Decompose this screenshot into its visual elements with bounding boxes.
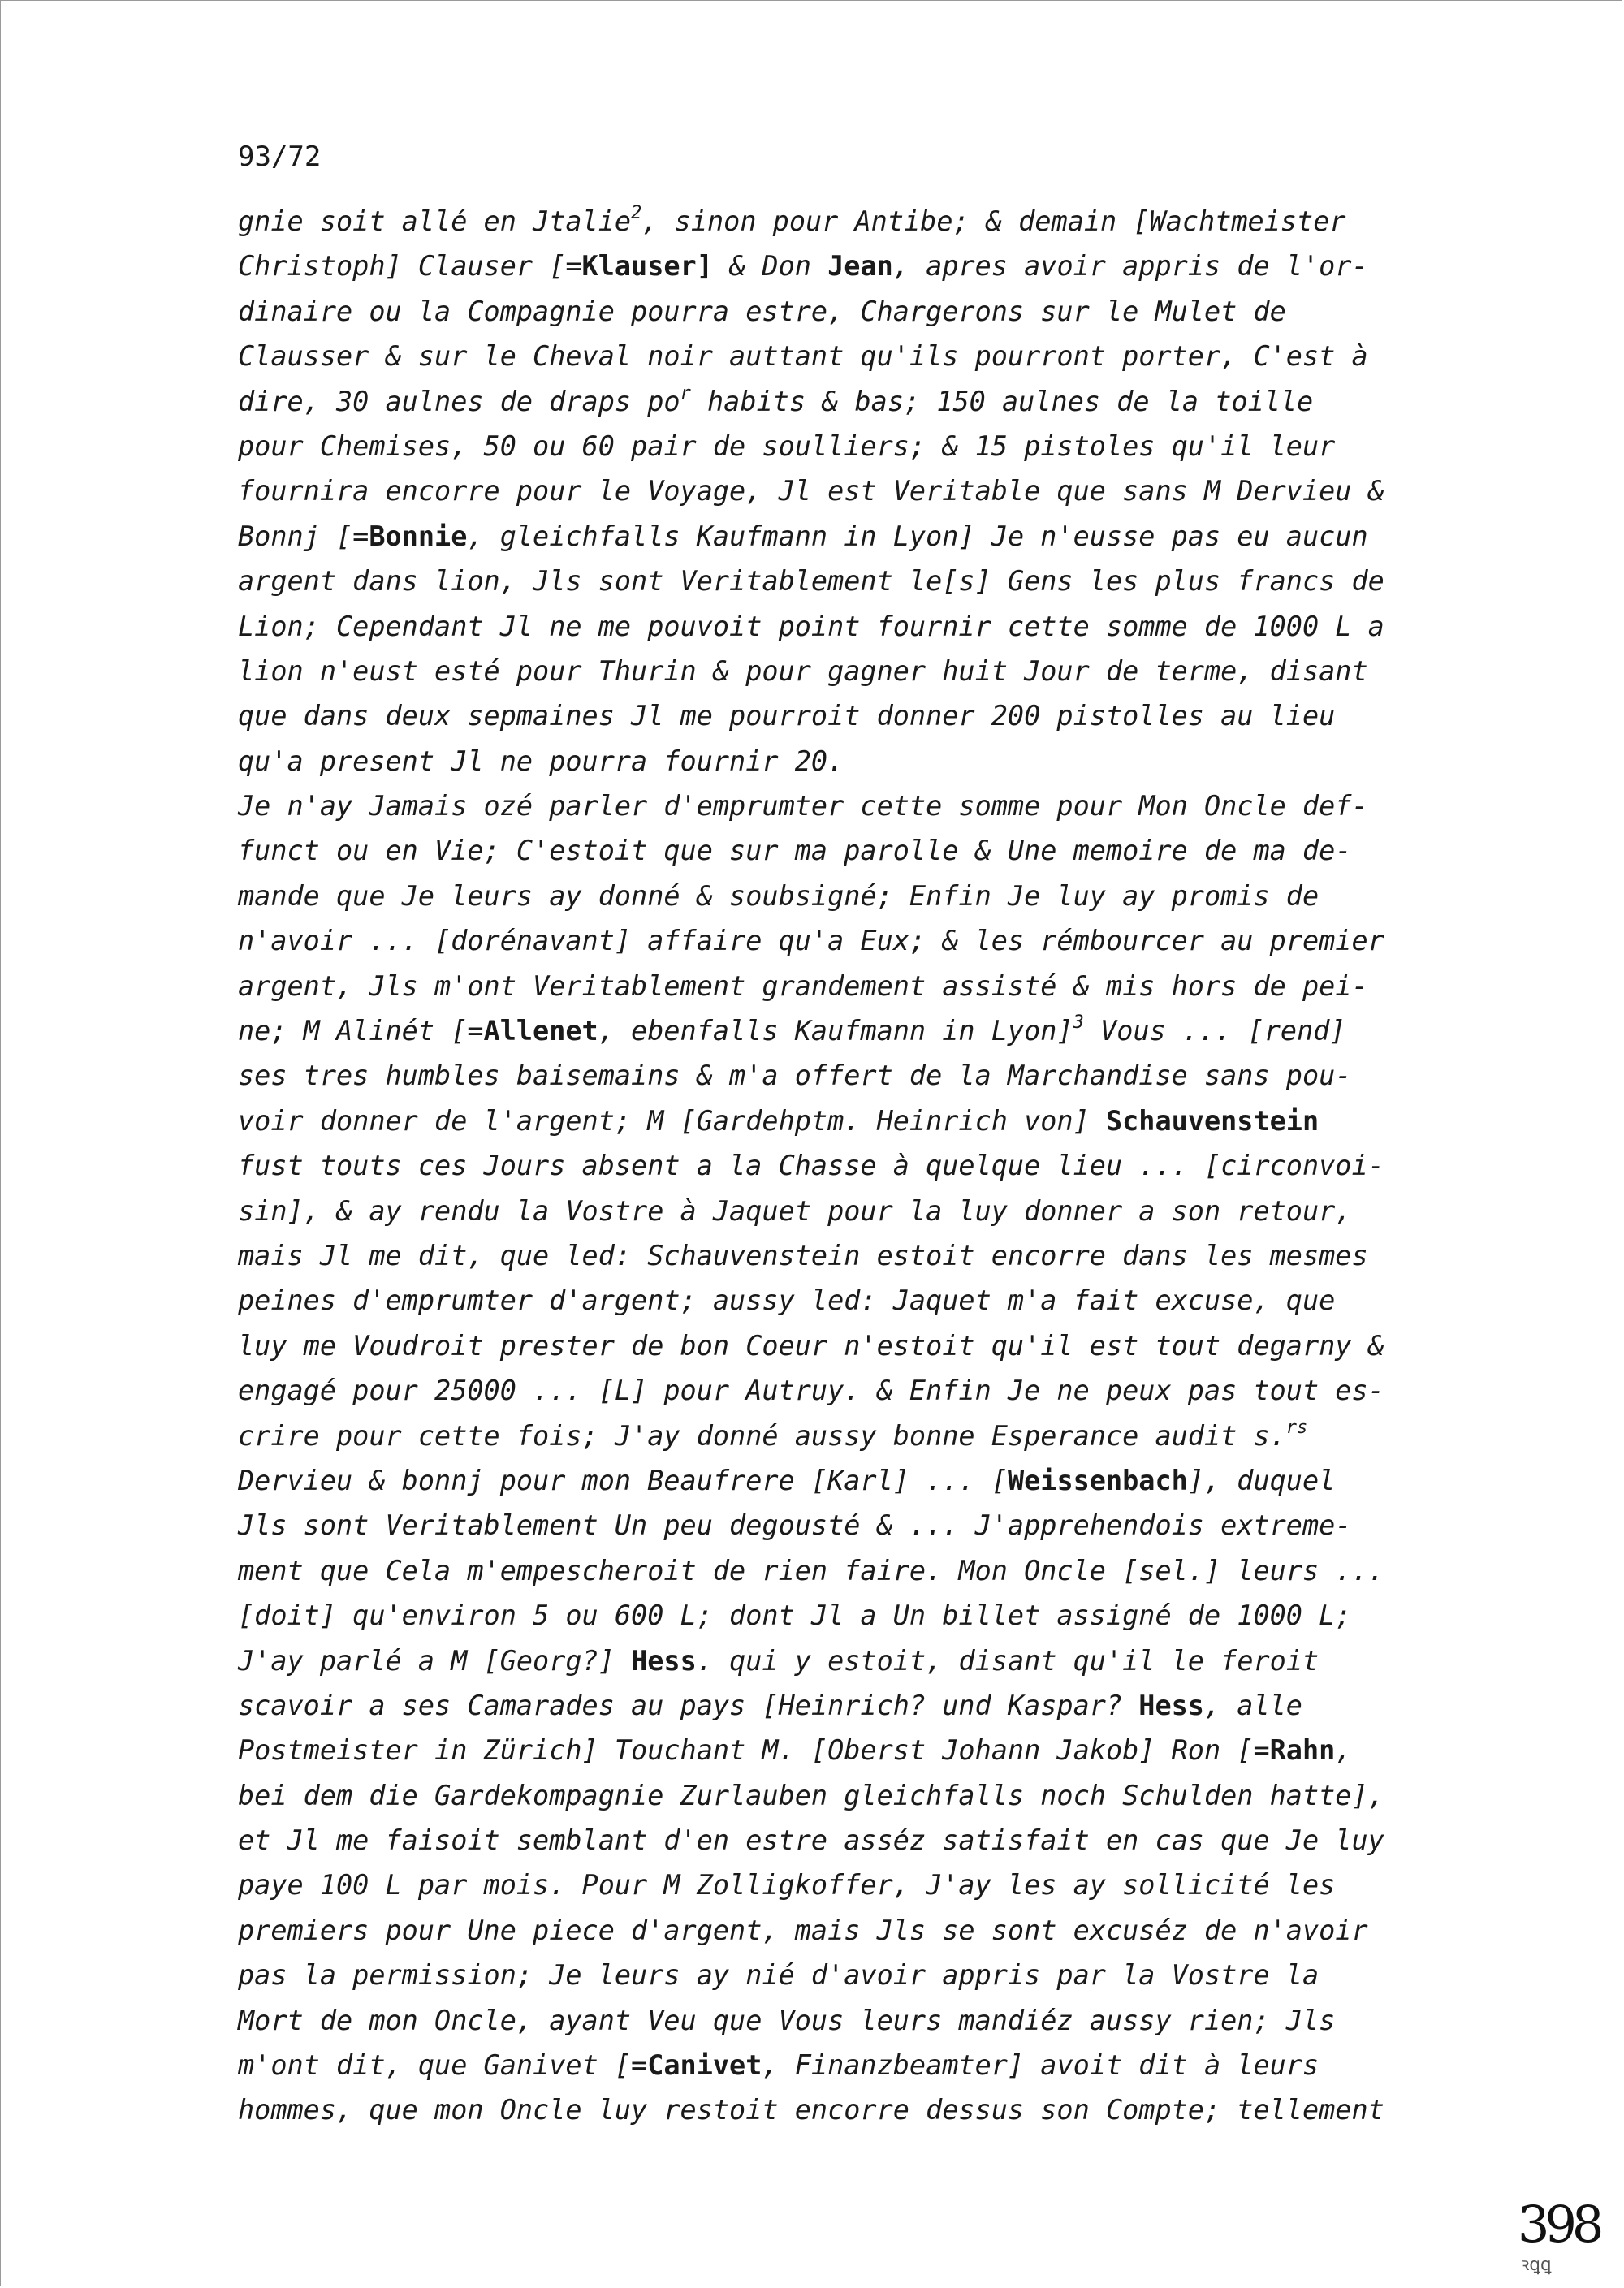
text-line xyxy=(238,1414,1480,1458)
text-line xyxy=(238,649,1480,693)
text-segment: argent dans lion, Jls sont Veritablement le[s] Gens les plus francs de xyxy=(238,565,1384,598)
text-line xyxy=(238,1998,1480,2043)
text-segment: , xyxy=(1335,1734,1352,1767)
emphasized-name: Allenet xyxy=(483,1015,598,1047)
text-segment: gnie soit allé en Jtalie xyxy=(238,205,632,237)
text-segment: crire pour cette fois; J'ay donné aussy bonne Esperance audit s. xyxy=(238,1419,1286,1452)
text-segment: ment que Cela m'empescheroit de rien faire. Mon Oncle [sel.] leurs ... xyxy=(238,1554,1384,1586)
text-line xyxy=(238,1728,1480,1772)
text-segment: pas la permission; Je leurs ay nié d'avoir appris par la Vostre la xyxy=(238,1959,1320,1992)
text-segment: que dans deux sepmaines Jl me pourroit donner 200 pistolles au lieu xyxy=(238,700,1336,732)
text-segment: Vous ... [rend] xyxy=(1083,1015,1346,1047)
text-segment: fournira encorre pour le Voyage, Jl est Veritable que sans M Dervieu & xyxy=(238,475,1384,507)
footnote-marker: 2 xyxy=(631,203,642,223)
text-segment: Dervieu & bonnj pour mon Beaufrere [Karl] ... [ xyxy=(238,1464,1008,1496)
text-line xyxy=(238,199,1480,244)
text-line xyxy=(238,784,1480,828)
text-line xyxy=(238,1323,1480,1368)
text-segment: , apres avoir appris de l'or- xyxy=(892,250,1368,283)
text-line xyxy=(238,874,1480,918)
emphasized-name: Klauser] xyxy=(581,250,713,283)
emphasized-name: Hess xyxy=(631,1644,697,1677)
text-line xyxy=(238,244,1480,288)
text-line xyxy=(238,1548,1480,1593)
text-segment: mande que Je leurs ay donné & soubsigné; Enfin Je luy ay promis de xyxy=(238,879,1320,912)
emphasized-name: Hess xyxy=(1138,1689,1204,1721)
text-segment: luy me Voudroit prester de bon Coeur n'estoit qu'il est tout degarny & xyxy=(238,1329,1384,1362)
document-reference: 93/72 xyxy=(238,140,322,173)
text-segment: [doit] qu'environ 5 ou 600 L; dont Jl a Un billet assigné de 1000 L; xyxy=(238,1599,1352,1632)
text-line xyxy=(238,2043,1480,2087)
page-number: 398 xyxy=(1518,2195,1600,2254)
text-line xyxy=(238,1143,1480,1188)
text-line xyxy=(238,514,1480,559)
text-segment: bei dem die Gardekompagnie Zurlauben gleichfalls noch Schulden hatte], xyxy=(238,1779,1384,1811)
emphasized-name: Bonnie xyxy=(369,520,468,552)
text-line xyxy=(238,379,1480,424)
text-line xyxy=(238,1773,1480,1818)
text-segment: , sinon pour Antibe; & demain [Wachtmeister xyxy=(641,205,1346,237)
text-segment: lion n'eust esté pour Thurin & pour gagner huit Jour de terme, disant xyxy=(238,654,1368,687)
text-line xyxy=(238,424,1480,468)
text-segment: Clausser & sur le Cheval noir auttant qu'ils pourront porter, C'est à xyxy=(238,340,1368,373)
text-segment: , alle xyxy=(1203,1689,1302,1721)
text-segment: peines d'emprumter d'argent; aussy led: Jaquet m'a fait excuse, que xyxy=(238,1284,1336,1317)
text-line xyxy=(238,1278,1480,1323)
text-segment: mais Jl me dit, que led: Schauvenstein estoit encorre dans les mesmes xyxy=(238,1239,1368,1271)
text-segment: engagé pour 25000 ... [L] pour Autruy. & Enfin Je ne peux pas tout es- xyxy=(238,1375,1384,1407)
text-segment: m'ont dit, que Ganivet [= xyxy=(238,2049,648,2082)
text-segment: & Don xyxy=(712,250,828,283)
text-segment: dinaire ou la Compagnie pourra estre, Chargerons sur le Mulet de xyxy=(238,295,1286,327)
footnote-marker: r xyxy=(680,382,691,404)
text-line xyxy=(238,604,1480,649)
text-line xyxy=(238,739,1480,784)
emphasized-name: Rahn xyxy=(1269,1734,1336,1767)
text-segment: qu'a present Jl ne pourra fournir 20. xyxy=(238,745,844,777)
body-text xyxy=(238,199,1480,2133)
text-line xyxy=(238,828,1480,873)
text-segment: ne; M Alinét [= xyxy=(238,1015,484,1047)
emphasized-name: Weissenbach xyxy=(1007,1464,1188,1496)
text-segment: Mort de mon Oncle, ayant Veu que Vous leurs mandiéz aussy rien; Jls xyxy=(238,2004,1336,2036)
text-segment: Postmeister in Zürich] Touchant M. [Oberst Johann Jakob] Ron [= xyxy=(238,1734,1270,1767)
text-segment: voir donner de l'argent; M [Gardehptm. Heinrich von] xyxy=(238,1104,1106,1137)
text-segment: J'ay parlé a M [Georg?] xyxy=(238,1644,632,1677)
text-segment: paye 100 L par mois. Pour M Zolligkoffer, J'ay les ay sollicité les xyxy=(238,1869,1336,1902)
page-number-mark: ꝛꝗꝗ xyxy=(1521,2255,1552,2275)
text-segment: scavoir a ses Camarades au pays [Heinrich? und Kaspar? xyxy=(238,1689,1139,1721)
text-segment: Lion; Cependant Jl ne me pouvoit point fournir cette somme de 1000 L a xyxy=(238,610,1384,642)
text-line xyxy=(238,1458,1480,1503)
text-segment: habits & bas; 150 aulnes de la toille xyxy=(690,385,1314,417)
text-line xyxy=(238,1593,1480,1638)
text-segment: pour Chemises, 50 ou 60 pair de soulliers; & 15 pistoles qu'il leur xyxy=(238,430,1336,462)
text-segment: argent, Jls m'ont Veritablement grandement assisté & mis hors de pei- xyxy=(238,969,1368,1002)
text-segment: , Finanzbeamter] avoit dit à leurs xyxy=(762,2049,1320,2082)
text-line xyxy=(238,1503,1480,1548)
text-line xyxy=(238,1368,1480,1413)
text-segment: dire, 30 aulnes de draps po xyxy=(238,385,680,417)
text-line xyxy=(238,1638,1480,1683)
text-line xyxy=(238,334,1480,378)
text-segment: Je n'ay Jamais ozé parler d'emprumter cette somme pour Mon Oncle def- xyxy=(238,790,1368,822)
text-segment: , gleichfalls Kaufmann in Lyon] Je n'eusse pas eu aucun xyxy=(467,520,1368,552)
text-line xyxy=(238,1189,1480,1233)
footnote-marker: 3 xyxy=(1073,1012,1084,1034)
text-line xyxy=(238,918,1480,963)
text-segment: , ebenfalls Kaufmann in Lyon] xyxy=(598,1015,1073,1047)
text-line xyxy=(238,559,1480,603)
text-segment: Bonnj [= xyxy=(238,520,369,552)
text-segment: fust touts ces Jours absent a la Chasse à quelque lieu ... [circonvoi- xyxy=(238,1150,1384,1182)
text-line xyxy=(238,1818,1480,1863)
text-segment: n'avoir ... [dorénavant] affaire qu'a Eux; & les rémbourcer au premier xyxy=(238,925,1384,957)
footnote-marker: rs xyxy=(1285,1417,1308,1438)
text-segment: ses tres humbles baisemains & m'a offert de la Marchandise sans pou- xyxy=(238,1060,1352,1092)
text-segment: premiers pour Une piece d'argent, mais Jls se sont excuséz de n'avoir xyxy=(238,1914,1368,1946)
emphasized-name: Canivet xyxy=(647,2049,762,2082)
text-line xyxy=(238,1863,1480,1907)
text-segment: sin], & ay rendu la Vostre à Jaquet pour la luy donner a son retour, xyxy=(238,1194,1352,1227)
text-line xyxy=(238,1099,1480,1143)
text-segment: funct ou en Vie; C'estoit que sur ma parolle & Une memoire de ma de- xyxy=(238,835,1352,867)
text-line xyxy=(238,1953,1480,1997)
text-line xyxy=(238,1908,1480,1953)
text-line xyxy=(238,289,1480,334)
text-line xyxy=(238,2087,1480,2132)
text-segment: Jls sont Veritablement Un peu degousté & ... J'apprehendois extreme- xyxy=(238,1509,1352,1542)
text-line xyxy=(238,1008,1480,1053)
emphasized-name: Schauvenstein xyxy=(1105,1104,1320,1137)
text-line xyxy=(238,468,1480,513)
text-segment: ], duquel xyxy=(1187,1464,1336,1496)
emphasized-name: Jean xyxy=(827,250,893,283)
text-segment: hommes, que mon Oncle luy restoit encorre dessus son Compte; tellement xyxy=(238,2094,1384,2126)
text-segment: et Jl me faisoit semblant d'en estre asséz satisfait en cas que Je luy xyxy=(238,1824,1384,1857)
text-segment: Christoph] Clauser [= xyxy=(238,250,582,283)
text-line xyxy=(238,964,1480,1008)
text-line xyxy=(238,693,1480,738)
text-line xyxy=(238,1053,1480,1098)
text-line xyxy=(238,1683,1480,1728)
text-segment: . qui y estoit, disant qu'il le feroit xyxy=(696,1644,1320,1677)
text-line xyxy=(238,1233,1480,1278)
